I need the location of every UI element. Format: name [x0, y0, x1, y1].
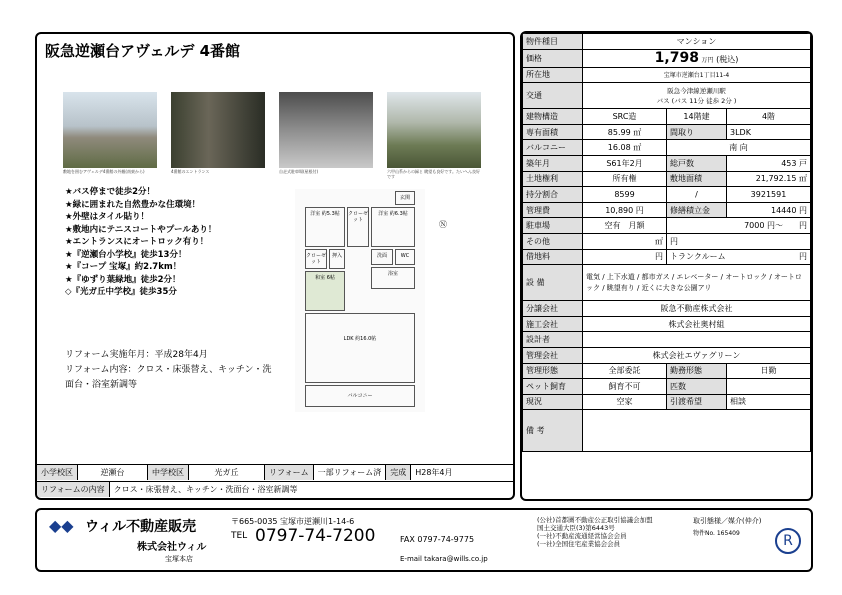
traffic-line: 阪急今津線逆瀬川駅	[667, 86, 726, 95]
room-wash: 洗面	[371, 249, 393, 265]
feature-item: ★敷地内にテニスコートやプールあり！	[65, 224, 217, 235]
spec-table	[522, 33, 811, 452]
value-builder: 株式会社奥村組	[583, 316, 811, 332]
value-equipment: 電気 / 上下水道 / 都市ガス / エレベーター / オートロック / オートロック / 眺望有り / 近くに大きな公園アリ	[583, 265, 811, 301]
branch-name: 宝塚本店	[165, 555, 193, 563]
value-share-num: 8599	[583, 187, 667, 203]
assoc-line: (公社)首都圏不動産公正取引協議会加盟	[537, 516, 653, 524]
value-structure: SRC造	[583, 109, 667, 125]
address: 〒665-0035 宝塚市逆瀬川1-14-6	[231, 517, 355, 526]
label-site-area: 敷地面積	[667, 171, 727, 187]
value-balcony: 16.08 ㎡	[583, 140, 667, 156]
value-reform: 一部リフォーム済	[314, 465, 387, 480]
school-row	[37, 464, 513, 480]
label-type: 物件種目	[523, 34, 583, 50]
room-japanese: 和室 6帖	[305, 271, 345, 311]
yen-unit: 円	[799, 221, 807, 231]
label-land-lease: 借地料	[523, 249, 583, 265]
label-handover: 引渡希望	[667, 394, 727, 410]
room-closet-2: クローゼット	[305, 249, 327, 269]
photo-entrance	[171, 92, 265, 168]
feature-item: ★『ゆずり葉緑地』徒歩2分！	[65, 274, 181, 285]
feature-item: ★バス停まで徒歩2分！	[65, 187, 156, 197]
value-reform-content: クロス・床張替え、キッチン・洗面台・浴室新調等	[113, 485, 298, 494]
unit-m2: ㎡	[583, 233, 667, 249]
property-title: 阪急逆瀬台アヴェルデ 4番館	[45, 42, 241, 60]
label-price: 価格	[523, 49, 583, 67]
main-panel	[35, 32, 515, 500]
room-entrance: 玄関	[395, 191, 415, 205]
room-ldk: LDK 約16.0帖	[305, 313, 415, 383]
label-pet-count: 匹数	[667, 379, 727, 395]
yen-unit: 円	[583, 249, 667, 265]
logo-icon: ◆◆	[49, 516, 74, 535]
label-seller: 分譲会社	[523, 301, 583, 317]
value-units: 453 戸	[727, 155, 811, 171]
value-mgmt-form: 全部委託	[583, 363, 667, 379]
photo-caption: 自走式駐車場(屋根付)	[279, 169, 319, 174]
room-western-1: 洋室 約5.3帖	[305, 207, 345, 247]
label-layout: 間取り	[667, 124, 727, 140]
label-builder: 施工会社	[523, 316, 583, 332]
label-work-form: 勤務形態	[667, 363, 727, 379]
feature-item: ★緑に囲まれた自然豊かな住環境！	[65, 199, 201, 210]
traffic-bus: バス (バス 11分 徒歩 2分 )	[656, 96, 737, 105]
value-junior-high: 光ガ丘	[189, 465, 265, 480]
value-address: 宝塚市逆瀬台1丁目11-4	[583, 67, 811, 83]
value-layout: 3LDK	[727, 124, 811, 140]
photo-caption: 敷地を囲むアヴェルデ4番館の外観(南東から)	[63, 169, 145, 174]
label-mgmt-fee: 管理費	[523, 202, 583, 218]
value-completion: H28年4月	[415, 468, 453, 477]
footer	[35, 508, 813, 572]
label-notes: 備 考	[523, 410, 583, 452]
value-pet-count	[727, 379, 811, 395]
seal-icon: R	[775, 528, 801, 554]
label-parking: 駐車場	[523, 218, 583, 234]
value-area: 85.99 ㎡	[583, 124, 667, 140]
room-western-2: 洋室 約6.3帖	[371, 207, 415, 247]
reform-info	[65, 348, 275, 393]
feature-item: ◇『光ガ丘中学校』徒歩35分	[65, 287, 177, 297]
photo-parking	[279, 92, 373, 168]
share-slash: /	[667, 187, 727, 203]
label-designer: 設計者	[523, 332, 583, 348]
value-repair-fund: 14440 円	[727, 202, 811, 218]
room-oshiire: 押入	[329, 249, 345, 269]
label-junior-high: 中学校区	[148, 465, 189, 480]
yen-unit: 円	[667, 233, 811, 249]
value-site-area: 21,792.15 ㎡	[727, 171, 811, 187]
assoc-line: (一社)全国住宅産業協会会員	[537, 540, 621, 548]
price-unit: 万円	[701, 57, 714, 65]
label-repair-fund: 修繕積立金	[667, 202, 727, 218]
value-floors: 14階建	[667, 109, 727, 125]
label-land-rights: 土地権利	[523, 171, 583, 187]
floor-plan	[295, 189, 447, 412]
feature-item: ★『逆瀬台小学校』徒歩13分！	[65, 249, 187, 260]
label-built: 築年月	[523, 155, 583, 171]
label-completion: 完成	[386, 465, 411, 480]
feature-list	[65, 186, 216, 299]
photo-view	[387, 92, 481, 168]
label-share: 持分割合	[523, 187, 583, 203]
reform-row	[37, 481, 513, 497]
assoc-line: (一社)不動産流通経営協会会員	[537, 532, 627, 540]
label-address: 所在地	[523, 67, 583, 83]
value-work-form: 日勤	[727, 363, 811, 379]
feature-item: ★エントランスにオートロック有り！	[65, 237, 209, 247]
company-sub: 株式会社ウィル	[137, 542, 207, 553]
tel-number: 0797-74-7200	[255, 526, 376, 546]
label-equipment: 設 備	[523, 265, 583, 301]
label-elementary: 小学校区	[37, 465, 78, 480]
feature-item: ★外壁はタイル貼り！	[65, 212, 149, 222]
label-pet: ペット飼育	[523, 379, 583, 395]
photo-caption: 六甲山系からの緑と 眺望も良好です。たいへん良好です	[387, 169, 480, 179]
label-status: 現況	[523, 394, 583, 410]
tel-label: TEL	[231, 531, 248, 541]
compass-icon: Ⓝ	[439, 220, 447, 229]
association-info	[537, 516, 653, 548]
value-mgmt-fee: 10,890 円	[583, 202, 667, 218]
label-mgmt-company: 管理会社	[523, 347, 583, 363]
reform-date: リフォーム実施年月：平成28年4月	[65, 350, 208, 360]
value-direction: 南 向	[667, 140, 811, 156]
value-handover: 相談	[727, 394, 811, 410]
label-structure: 建物構造	[523, 109, 583, 125]
value-share-den: 3921591	[727, 187, 811, 203]
reform-content: リフォーム内容：クロス・床張替え、キッチン・洗面台・浴室新調等	[65, 365, 272, 390]
value-mgmt-company: 株式会社エヴァグリーン	[583, 347, 811, 363]
price-tax: (税込)	[716, 55, 739, 65]
value-notes	[583, 410, 811, 452]
value-designer	[583, 332, 811, 348]
label-trunk-room: トランクルーム	[670, 252, 726, 262]
yen-unit: 円	[799, 252, 807, 262]
label-balcony: バルコニー	[523, 140, 583, 156]
fax: FAX 0797-74-9775	[400, 535, 475, 544]
property-id: 物件No. 165409	[693, 530, 740, 537]
value-type: マンション	[583, 34, 811, 50]
label-area: 専有面積	[523, 124, 583, 140]
value-floor: 4階	[727, 109, 811, 125]
value-status: 空家	[583, 394, 667, 410]
room-toilet: WC	[395, 249, 415, 265]
label-mgmt-form: 管理形態	[523, 363, 583, 379]
value-seller: 阪急不動産株式会社	[583, 301, 811, 317]
value-elementary: 逆瀬台	[78, 465, 148, 480]
value-price: 1,798	[654, 50, 699, 67]
photo-caption: 4番館のエントランス	[171, 169, 210, 174]
spec-panel	[520, 31, 813, 501]
label-other: その他	[523, 233, 583, 249]
label-traffic: 交通	[523, 83, 583, 109]
email: E-mail takara@wills.co.jp	[400, 555, 488, 563]
value-parking-fee: 7000 円～	[744, 221, 783, 231]
company-name: ウィル不動産販売	[85, 519, 197, 535]
room-balcony: バルコニー	[305, 385, 415, 407]
value-land-rights: 所有権	[583, 171, 667, 187]
deal-type: 取引態様／媒介(仲介)	[693, 517, 762, 525]
label-reform-content: リフォームの内容	[37, 482, 110, 497]
feature-item: ★『コープ 宝塚』約2.7km！	[65, 262, 182, 272]
room-bath: 浴室	[371, 267, 415, 289]
value-built: S61年2月	[583, 155, 667, 171]
label-units: 総戸数	[667, 155, 727, 171]
label-reform: リフォーム	[265, 465, 314, 480]
photo-exterior	[63, 92, 157, 168]
room-closet: クローゼット	[347, 207, 369, 247]
assoc-line: 国土交通大臣(3)第6443号	[537, 524, 615, 532]
label-monthly: 月額	[628, 221, 645, 231]
value-pet: 飼育不可	[583, 379, 667, 395]
value-parking: 空有	[604, 221, 621, 231]
